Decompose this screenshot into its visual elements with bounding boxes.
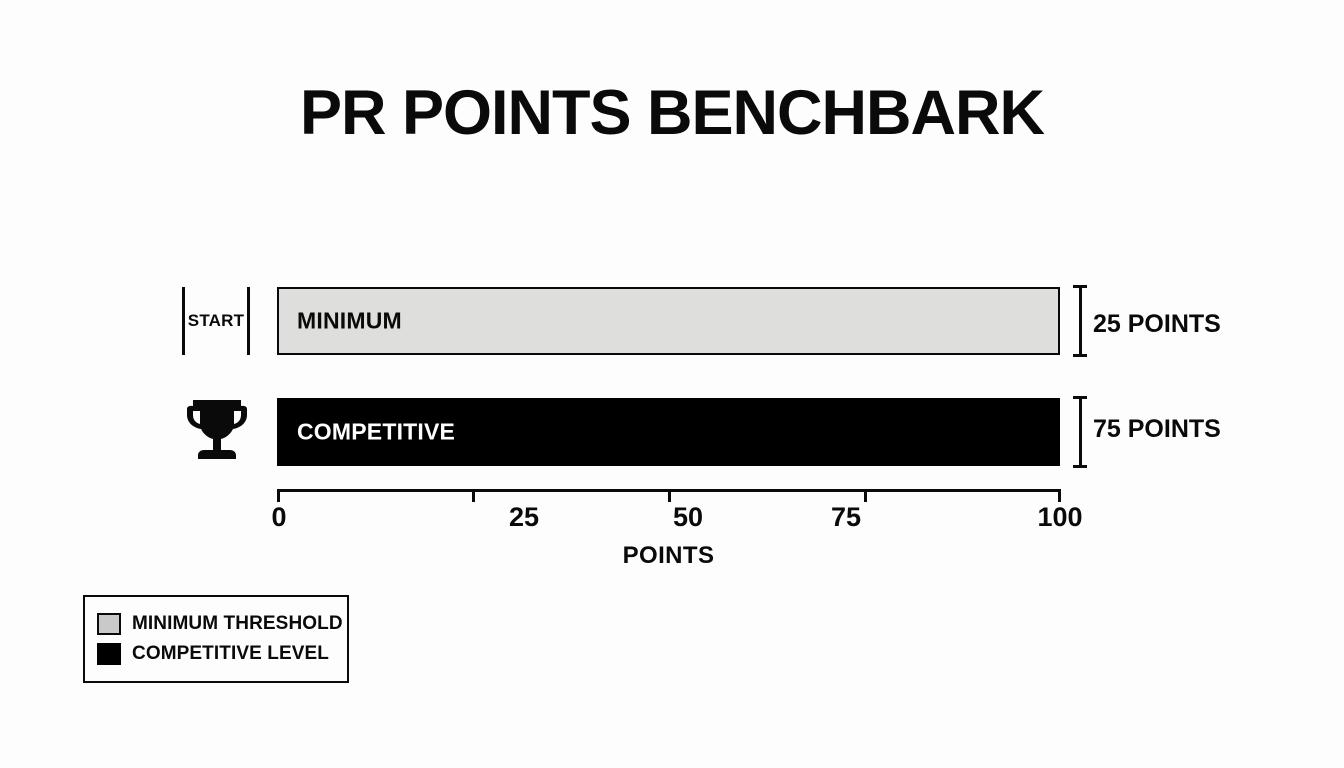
- x-axis-tick: [472, 489, 475, 502]
- x-axis-ticklabel: 50: [672, 502, 704, 532]
- start-marker-right-line: [247, 287, 250, 355]
- x-axis-tick: [277, 489, 280, 502]
- bar-minimum[interactable]: [277, 287, 1060, 355]
- x-axis-tick: [668, 489, 671, 502]
- legend-item-minimum: [97, 609, 343, 639]
- legend-label-minimum: MINIMUM THRESHOLD: [132, 613, 343, 634]
- bar-row-minimum: [277, 287, 1060, 355]
- start-marker-label: START: [187, 311, 245, 330]
- legend-swatch-competitive-icon: [97, 643, 121, 665]
- bar-minimum-label: MINIMUM: [297, 307, 402, 334]
- x-axis-tick: [1058, 489, 1061, 502]
- trophy-icon: [185, 398, 249, 468]
- annotation-competitive-points: 75 POINTS: [1093, 415, 1221, 443]
- legend: [83, 595, 349, 683]
- annotation-minimum-points: 25 POINTS: [1093, 310, 1221, 338]
- bracket-stem: [1079, 396, 1082, 468]
- x-axis-ticklabel: 25: [508, 502, 540, 532]
- legend-swatch-minimum-icon: [97, 613, 121, 635]
- x-axis-ticklabel: 100: [1037, 502, 1083, 532]
- bracket-cap-bottom: [1073, 354, 1087, 357]
- start-marker-left-line: [182, 287, 185, 355]
- bracket-cap-bottom: [1073, 465, 1087, 468]
- x-axis-ticklabel: 75: [830, 502, 862, 532]
- x-axis-ticklabel: 0: [271, 502, 287, 532]
- x-axis-tick: [864, 489, 867, 502]
- bar-competitive-label: COMPETITIVE: [297, 418, 456, 445]
- legend-item-competitive: [97, 639, 333, 669]
- start-marker: [182, 287, 250, 355]
- x-axis-title: POINTS: [622, 542, 715, 569]
- legend-label-competitive: COMPETITIVE LEVEL: [132, 643, 329, 664]
- bar-competitive[interactable]: [277, 398, 1060, 466]
- annotation-bracket-competitive: [1073, 396, 1087, 468]
- bar-row-competitive: [277, 398, 1060, 466]
- bracket-stem: [1079, 285, 1082, 357]
- annotation-bracket-minimum: [1073, 285, 1087, 357]
- page-title: PR POINTS BENCHBARK: [299, 78, 1045, 148]
